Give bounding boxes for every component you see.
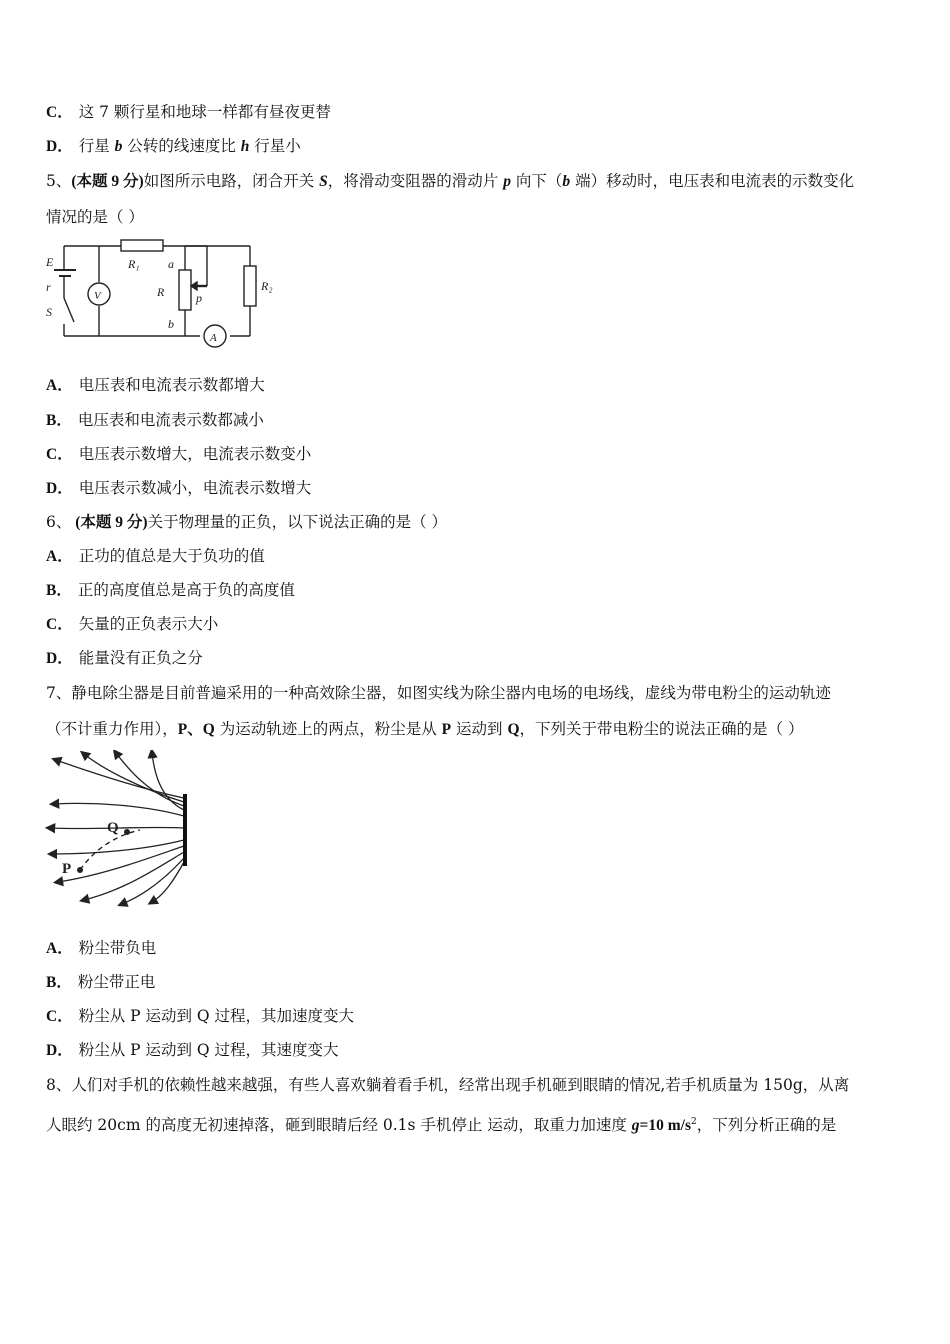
- option-label: C．: [46, 446, 73, 463]
- option-label: C．: [46, 1008, 73, 1025]
- question-score: (本题 9 分): [71, 173, 144, 190]
- q5-option-b[interactable]: [46, 410, 910, 431]
- superscript: 2: [691, 1117, 697, 1127]
- option-label: C．: [46, 616, 73, 633]
- option-label: B．: [46, 974, 72, 991]
- option-text: 正功的值总是大于负功的值: [78, 547, 265, 565]
- label-a: a: [168, 257, 174, 271]
- label-p: P: [62, 861, 72, 877]
- stem-part: 运动到: [451, 720, 508, 738]
- label-b: b: [168, 317, 174, 331]
- option-label: D．: [46, 138, 73, 155]
- variable-b: b: [114, 138, 123, 155]
- label-r: r: [46, 280, 51, 294]
- circuit-diagram: [44, 236, 284, 354]
- variable-g: g: [631, 1117, 640, 1135]
- voltmeter-icon: V: [94, 290, 101, 302]
- stem-part: 向下（: [510, 172, 563, 190]
- q7-option-d[interactable]: [46, 1040, 910, 1061]
- option-text: 粉尘从 P 运动到 Q 过程，其加速度变大: [78, 1007, 355, 1025]
- q6-option-d[interactable]: [46, 648, 910, 669]
- option-label: C．: [46, 104, 73, 121]
- q5-option-a[interactable]: [46, 375, 910, 396]
- option-label: D．: [46, 650, 73, 667]
- stem-part: Q: [507, 721, 520, 738]
- variable-b: b: [562, 173, 571, 190]
- field-line-diagram: [44, 750, 194, 910]
- variable-h: h: [240, 138, 250, 155]
- option-text-part: 行星: [78, 137, 115, 155]
- label-q: Q: [107, 820, 119, 836]
- stem-text: 关于物理量的正负，以下说法正确的是（ ）: [147, 513, 448, 531]
- option-text: 电压表和电流表示数都增大: [78, 376, 265, 394]
- variable-p: p: [503, 173, 511, 190]
- label-s: S: [46, 305, 52, 319]
- option-label: D．: [46, 480, 73, 497]
- option-text: 能量没有正负之分: [78, 649, 203, 667]
- option-label: B．: [46, 582, 72, 599]
- q8-stem-line2: [46, 1112, 910, 1136]
- question-score: (本题 9 分): [71, 514, 148, 531]
- stem-text: 人们对手机的依赖性越来越强，有些人喜欢躺着看手机，经常出现手机砸到眼睛的情况,若手机质量为 150g，从离: [71, 1076, 850, 1094]
- option-text: 正的高度值总是高于负的高度值: [77, 581, 295, 599]
- q7-stem-line1: [46, 683, 910, 703]
- option-text: 粉尘带正电: [77, 973, 156, 991]
- q7-stem-line2: [46, 719, 910, 740]
- stem-part: （不计重力作用），: [46, 720, 178, 738]
- q6-option-a[interactable]: [46, 546, 910, 567]
- ammeter-icon: A: [210, 332, 217, 344]
- label-r2: R₂: [261, 279, 273, 293]
- variable-s: S: [319, 173, 328, 190]
- question-number: 6、: [46, 513, 72, 531]
- label-p: p: [196, 291, 202, 305]
- q5-stem-line1: [46, 171, 910, 192]
- point-p: [77, 867, 83, 873]
- stem-text: 静电除尘器是目前普遍采用的一种高效除尘器，如图实线为除尘器内电场的电场线，虚线为带电粉尘的运动轨迹: [71, 684, 831, 702]
- q7-option-a[interactable]: [46, 938, 910, 959]
- stem-part: =10 m/s: [639, 1117, 691, 1135]
- option-text: 电压表和电流表示数都减小: [77, 411, 264, 429]
- option-text: 粉尘带负电: [78, 939, 157, 957]
- stem-part: ，将滑动变阻器的滑动片: [327, 172, 504, 190]
- option-label: D．: [46, 1042, 73, 1059]
- q7-option-b[interactable]: [46, 972, 910, 993]
- option-text-part: 行星小: [249, 137, 301, 155]
- q4-option-c[interactable]: [46, 102, 910, 123]
- q4-option-d[interactable]: [46, 136, 910, 157]
- option-label: A．: [46, 940, 73, 957]
- option-label: A．: [46, 548, 73, 565]
- stem-part: ，下列关于带电粉尘的说法正确的是（ ）: [519, 720, 804, 738]
- option-text: 这 7 颗行星和地球一样都有昼夜更替: [78, 103, 331, 121]
- option-text: 电压表示数减小，电流表示数增大: [78, 479, 312, 497]
- point-q: [124, 829, 130, 835]
- stem-part: 人眼约 20cm 的高度无初速掉落，砸到眼睛后经 0.1s 手机停止 运动，取重力加速度: [46, 1116, 632, 1135]
- label-r: R: [157, 285, 165, 299]
- q5-stem-line2: 情况的是（ ）: [46, 208, 144, 226]
- q5-option-d[interactable]: [46, 478, 910, 499]
- option-text: 矢量的正负表示大小: [78, 615, 219, 633]
- question-number: 5、: [46, 172, 72, 190]
- label-r1: R₁: [128, 257, 140, 271]
- stem-part: 如图所示电路，闭合开关: [143, 172, 320, 190]
- question-number: 7、: [46, 684, 72, 702]
- stem-part: P、Q: [177, 721, 215, 738]
- q6-stem: [46, 512, 910, 533]
- stem-part: P: [441, 721, 452, 738]
- stem-part: ，下列分析正确的是: [696, 1116, 837, 1135]
- q8-stem-line1: [46, 1075, 910, 1095]
- stem-part: 端）移动时，电压表和电流表的示数变化: [570, 172, 855, 190]
- q7-option-c[interactable]: [46, 1006, 910, 1027]
- option-text: 电压表示数增大，电流表示数变小: [78, 445, 312, 463]
- label-e: E: [46, 255, 54, 269]
- q6-option-b[interactable]: [46, 580, 910, 601]
- option-label: B．: [46, 412, 72, 429]
- option-text: 粉尘从 P 运动到 Q 过程，其速度变大: [78, 1041, 339, 1059]
- option-text-part: 公转的线速度比: [122, 137, 241, 155]
- q6-option-c[interactable]: [46, 614, 910, 635]
- q5-option-c[interactable]: [46, 444, 910, 465]
- question-number: 8、: [46, 1076, 72, 1094]
- stem-part: 为运动轨迹上的两点，粉尘是从: [214, 720, 442, 738]
- option-label: A．: [46, 377, 73, 394]
